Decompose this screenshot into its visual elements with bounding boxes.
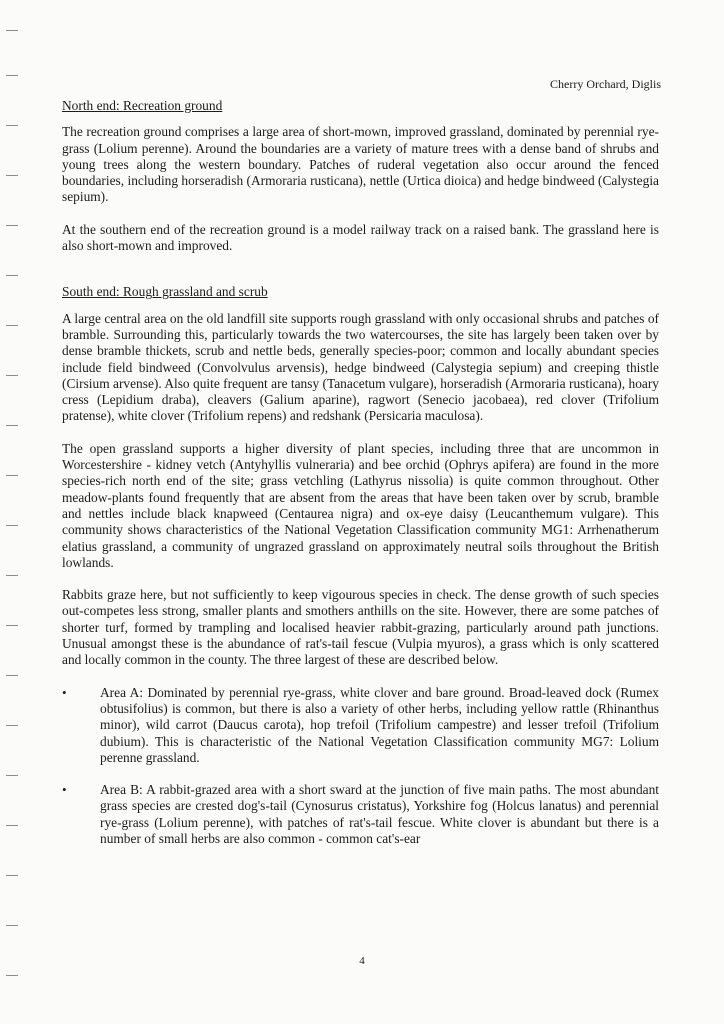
area-description: Area A: Dominated by perennial rye-grass, white clover and bare ground. Broad-leaved dock (Rumex obtusifolius) is common, but there is also a variety of other herbs, including yellow rattle (Rhinanthus minor), wild carrot (Daucus carota), hop trefoil (Trifolium campestre) and lesser trefoil (Trifolium dubium). This is characteristic of the National Vegetation Classification community MG7: Lolium perenne grassland.	[100, 684, 659, 765]
bullet-icon: •	[62, 782, 67, 798]
section-heading: North end: Recreation ground	[62, 98, 223, 113]
page-number: 4	[359, 955, 365, 967]
area-description: Area B: A rabbit-grazed area with a short sward at the junction of five main paths. The most abundant grass species are crested dog's-tail (Cynosurus cristatus), Yorkshire fog (Holcus lanatus) and perennial rye-grass (Lolium perenne), with patches of rat's-tail fescue. White clover is abundant but there is a number of small herbs are also common - common cat's-ear	[100, 782, 659, 846]
section-heading: South end: Rough grassland and scrub	[62, 284, 268, 300]
paragraph: A large central area on the old landfill site supports rough grassland with only occasional shrubs and patches of bramble. Surrounding this, particularly towards the two watercourses, the site has largely been taken over by dense bramble thickets, scrub and nettle beds, generally species-poor; common and locally abundant species include field bindweed (Convolvulus arvensis), hedge bindweed (Calystegia sepium) and creeping thistle (Cirsium arvense). Also quite frequent are tansy (Tanacetum vulgare), horseradish (Armoraria rusticana), hoary cress (Lepidium draba), cleavers (Galium aparine), ragwort (Senecio jacobaea), red clover (Trifolium pratense), white clover (Trifolium repens) and redshank (Persicaria maculosa).	[62, 310, 659, 424]
document-body	[62, 98, 659, 863]
area-list	[62, 685, 659, 848]
document-header: Cherry Orchard, Diglis	[550, 77, 661, 91]
margin-punch-marks	[0, 0, 24, 1024]
paragraph: The open grassland supports a higher diversity of plant species, including three that are uncommon in Worcestershire - kidney vetch (Antyhyllis vulneraria) and bee orchid (Ophrys apifera) are found in the more species-rich north end of the site; grass vetchling (Lathyrus nissolia) is quite common throughout. Other meadow-plants found frequently that are absent from the areas that have been taken over by scrub, bramble and nettles include black knapweed (Centaurea nigra) and ox-eye daisy (Leucanthemum vulgare). This community shows characteristics of the National Vegetation Classification community MG1: Arrhenatherum elatius grassland, a community of ungrazed grassland on approximately neutral soils throughout the British lowlands.	[62, 440, 659, 570]
list-item	[62, 685, 659, 766]
list-item	[62, 782, 659, 847]
paragraph: The recreation ground comprises a large area of short-mown, improved grassland, dominated by perennial rye-grass (Lolium perenne). Around the boundaries are a variety of mature trees with a dense band of shrubs and young trees along the western boundary. Patches of ruderal vegetation also occur around the fenced boundaries, including horseradish (Armoraria rusticana), nettle (Urtica dioica) and hedge bindweed (Calystegia sepium).	[62, 124, 659, 205]
paragraph: At the southern end of the recreation ground is a model railway track on a raised bank. The grassland here is also short-mown and improved.	[62, 221, 659, 254]
paragraph: Rabbits graze here, but not sufficiently to keep vigourous species in check. The dense growth of such species out-competes less strong, smaller plants and smothers anthills on the site. However, there are some patches of shorter turf, formed by trampling and localised heavier rabbit-grazing, particularly around path junctions. Unusual amongst these is the abundance of rat's-tail fescue (Vulpia myuros), a grass which is only scattered and locally common in the county. The three largest of these are described below.	[62, 587, 659, 668]
bullet-icon: •	[62, 684, 67, 700]
